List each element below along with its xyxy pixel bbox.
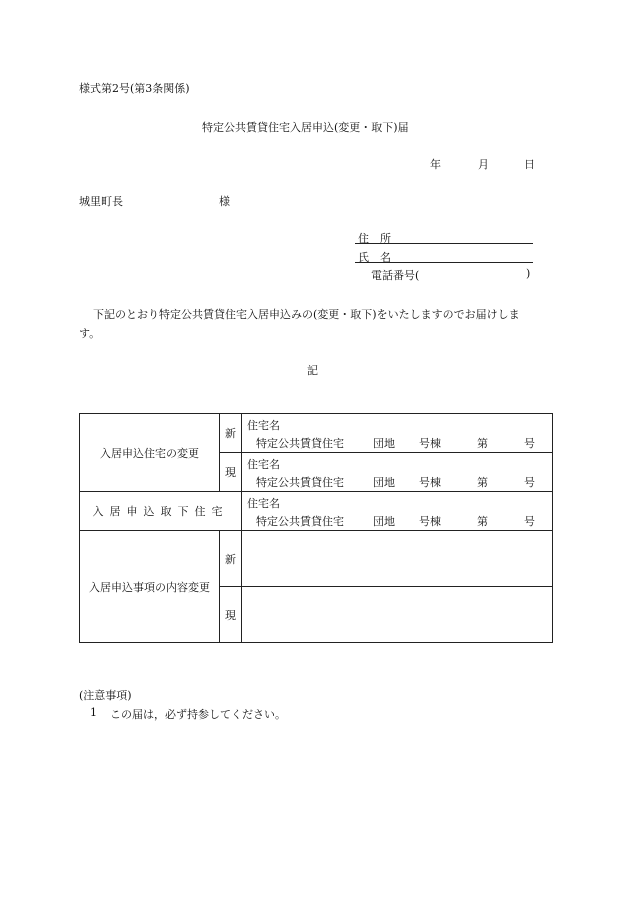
housing-detail-row xyxy=(256,513,544,529)
content-new-cell xyxy=(242,531,553,587)
note-item-number: 1 xyxy=(90,706,97,719)
housing-detail-row xyxy=(256,435,544,451)
name-underline xyxy=(355,262,533,263)
address-underline xyxy=(355,243,533,244)
application-table xyxy=(79,413,553,643)
gou-label: 号 xyxy=(524,437,535,450)
table-row xyxy=(80,531,553,587)
housing-change-label: 入居申込住宅の変更 xyxy=(80,414,220,492)
goutou-label: 号棟 xyxy=(419,437,441,450)
danchi-label: 団地 xyxy=(373,515,395,528)
housing-name-label: 住宅名 xyxy=(247,497,280,510)
dai-label: 第 xyxy=(477,515,488,528)
addressee-name: 城里町長 xyxy=(79,195,123,208)
housing-type: 特定公共賃貸住宅 xyxy=(256,476,344,489)
body-text-line2: す。 xyxy=(79,327,101,340)
housing-type: 特定公共賃貸住宅 xyxy=(256,437,344,450)
address-label: 住 所 xyxy=(358,232,391,245)
note-item-text: この届は，必ず持参してください。 xyxy=(110,708,286,721)
withdraw-cell xyxy=(242,492,553,531)
body-text-line1: 下記のとおり特定公共賃貸住宅入居申込みの(変更・取下)をいたしますのでお届けしま xyxy=(93,308,520,321)
new-mark: 新 xyxy=(220,414,242,453)
phone-label: 電話番号( xyxy=(371,269,420,282)
housing-detail-row xyxy=(256,474,544,490)
housing-name-label: 住宅名 xyxy=(247,419,280,432)
dai-label: 第 xyxy=(477,437,488,450)
goutou-label: 号棟 xyxy=(419,476,441,489)
housing-new-cell xyxy=(242,414,553,453)
content-current-cell xyxy=(242,587,553,643)
goutou-label: 号棟 xyxy=(419,515,441,528)
content-change-label: 入居申込事項の内容変更 xyxy=(80,531,220,643)
ki-label: 記 xyxy=(307,364,318,377)
housing-current-cell xyxy=(242,453,553,492)
withdraw-label: 入居申込取下住宅 xyxy=(80,492,242,531)
current-mark: 現 xyxy=(220,453,242,492)
name-label: 氏 名 xyxy=(358,251,391,264)
addressee-honorific: 様 xyxy=(219,195,230,208)
danchi-label: 団地 xyxy=(373,437,395,450)
current-mark: 現 xyxy=(220,587,242,643)
form-number: 様式第2号(第3条関係) xyxy=(79,82,190,95)
table-row xyxy=(80,492,553,531)
page-title: 特定公共賃貸住宅入居申込(変更・取下)届 xyxy=(202,121,409,134)
date-day-label: 日 xyxy=(524,158,535,171)
gou-label: 号 xyxy=(524,476,535,489)
new-mark: 新 xyxy=(220,531,242,587)
table-row xyxy=(80,414,553,453)
gou-label: 号 xyxy=(524,515,535,528)
housing-type: 特定公共賃貸住宅 xyxy=(256,515,344,528)
danchi-label: 団地 xyxy=(373,476,395,489)
dai-label: 第 xyxy=(477,476,488,489)
date-year-label: 年 xyxy=(430,158,441,171)
notes-heading: (注意事項) xyxy=(79,689,132,702)
housing-name-label: 住宅名 xyxy=(247,458,280,471)
phone-close-paren: ) xyxy=(526,267,531,280)
date-month-label: 月 xyxy=(478,158,489,171)
